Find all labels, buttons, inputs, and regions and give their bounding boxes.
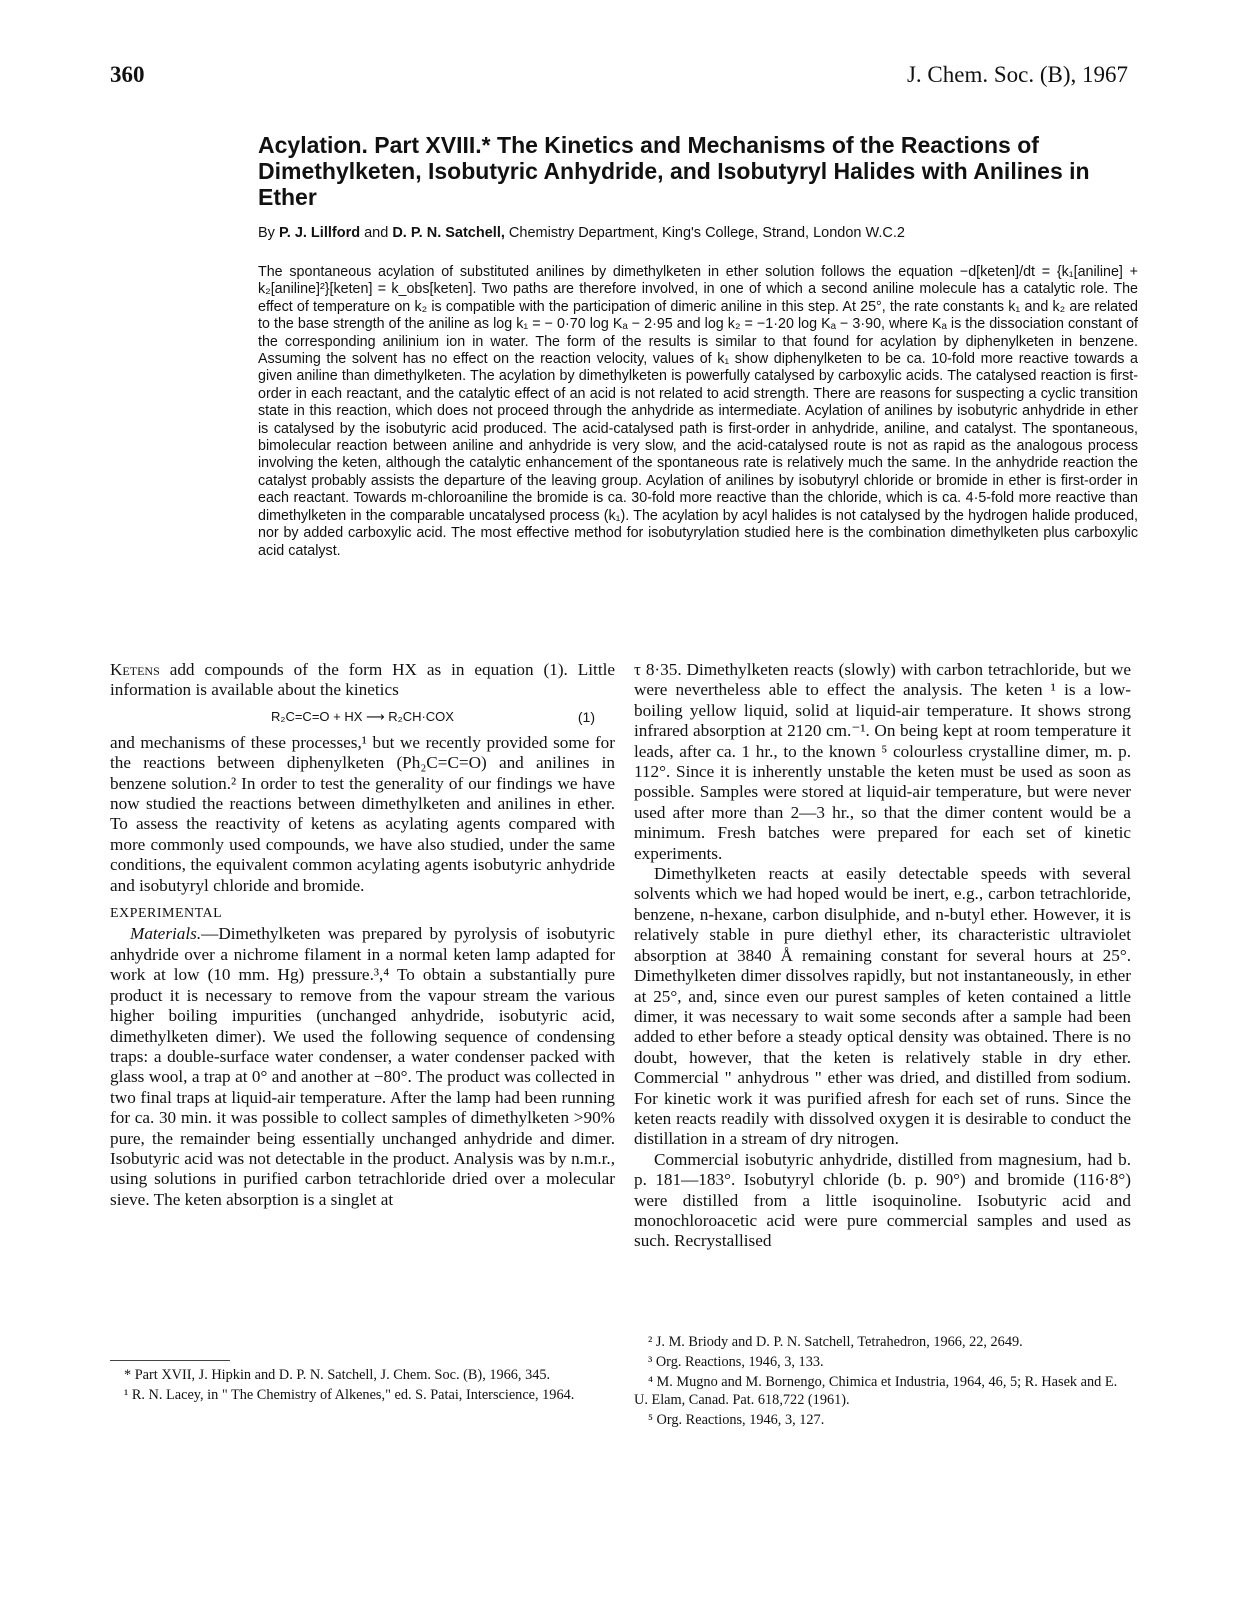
and-label: and [364, 225, 389, 241]
by-label: By [258, 225, 275, 241]
intro-paragraph-1 [110, 660, 615, 701]
footnote-3: ³ Org. Reactions, 1946, 3, 133. [648, 1354, 824, 1371]
intro-paragraph-2: and mechanisms of these processes,¹ but we recently provided some for the reactions between diphenylketen (Ph₂C=C=O) and anilines in benzene solution.² In order to test the generality of our findings we have now studied the reactions between dimethylketen and anilines in ether. To assess the reactivity of ketens as acylating agents compared with more commonly used compounds, we have also studied, under the same conditions, the equivalent common acylating agents isobutyric anhydride and isobutyryl chloride and bromide. [110, 732, 615, 895]
equation-1 [110, 703, 615, 731]
equation-text: R₂C=C=O + HX ⟶ R₂CH·COX [271, 708, 454, 724]
article-title: Acylation. Part XVIII.* The Kinetics and Mechanisms of the Reactions of Dimethylketen, Isobutyric Anhydride, and Isobutyryl Halides with Anilines in Ether [258, 132, 1090, 210]
footnote-rule [110, 1360, 230, 1361]
page-number: 360 [110, 62, 145, 87]
journal-citation: J. Chem. Soc. (B), 1967 [906, 62, 1128, 87]
intro-text-1: add compounds of the form HX as in equation (1). Little information is available about the kinetics [110, 660, 615, 700]
intro-smallcaps: Ketens [110, 660, 160, 679]
abstract: The spontaneous acylation of substituted anilines by dimethylketen in ether solution follows the equation −d[keten]/dt = {k₁[aniline] + k₂[aniline]²}[keten] = k_obs[keten]. Two paths are therefore involved, in one of which a second aniline molecule has a catalytic role. The effect of temperature on k₂ is compatible with the participation of dimeric aniline in this step. At 25°, the rate constants k₁ and k₂ are related to the base strength of the aniline as log k₁ = − 0·70 log Kₐ − 2·95 and log k₂ = −1·20 log Kₐ − 3·90, where Kₐ is the dissociation constant of the corresponding anilinium ion in water. The form of the results is similar to that found for acylation by diphenylketen in benzene. Assuming the solvent has no effect on the reaction velocity, values of k₁ show diphenylketen to be ca. 10-fold more reactive towards a given aniline than dimethylketen. The acylation by dimethylketen is powerfully catalysed by carboxylic acids. The catalysed reaction is first-order in each reactant, and the catalytic effect of an acid is not related to acid strength. There are reasons for suspecting a cyclic transition state in this reaction, which does not proceed through the anhydride as intermediate. Acylation of anilines by isobutyric anhydride in ether is catalysed by the isobutyric acid produced. The acid-catalysed path is first-order in anhydride, aniline, and catalyst. The spontaneous, bimolecular reaction between aniline and anhydride is very slow, and the acid-catalysed route is not as rapid as the analogous process involving the keten, although the catalytic enhancement of the spontaneous rate is relatively much the same. In the anhydride reaction the catalyst probably assists the departure of the leaving group. Acylation of anilines by isobutyryl chloride or bromide in ether is first-order in each reactant. Towards m-chloroaniline the bromide is ca. 30-fold more reactive than the chloride, which is ca. 4·5-fold more reactive than dimethylketen in the comparable uncatalysed process (k₁). The acylation by acyl halides is not catalysed by the hydrogen halide produced, nor by added carboxylic acid. The most effective method for isobutyrylation studied here is the combination dimethylketen plus carboxylic acid catalyst. [258, 264, 1138, 559]
author-satchell: D. P. N. Satchell, [392, 225, 505, 241]
right-column [634, 660, 1131, 1252]
author-line [258, 225, 1138, 241]
footnote-4: ⁴ M. Mugno and M. Bornengo, Chimica et Industria, 1964, 46, 5; R. Hasek and E. U. Elam, Canad. Pat. 618,722 (1961). [634, 1374, 1118, 1408]
affiliation: Chemistry Department, King's College, Strand, London W.C.2 [508, 225, 905, 241]
materials-text: —Dimethylketen was prepared by pyrolysis of isobutyric anhydride over a nichrome filament in a normal keten lamp adapted for work at low (10 mm. Hg) pressure.³,⁴ To obtain a substantially pure product it is necessary to remove from the vapour stream the various higher boiling impurities (unchanged anhydride, isobutyric acid, dimethylketen dimer). We used the following sequence of condensing traps: a double-surface water condenser, a water condenser packed with glass wool, a trap at 0° and another at −80°. The product was collected in two final traps at liquid-air temperature. After the lamp had been running for ca. 30 min. it was possible to collect samples of dimethylketen >90% pure, the remainder being essentially unchanged anhydride and dimer. Isobutyric acid was not detectable in the product. Analysis was by n.m.r., using solutions in purified carbon tetrachloride dried over a molecular sieve. The keten absorption is a singlet at [110, 924, 615, 1209]
footnote-1: ¹ R. N. Lacey, in " The Chemistry of Alkenes," ed. S. Patai, Interscience, 1964. [124, 1387, 575, 1404]
equation-number: (1) [577, 708, 595, 725]
right-paragraph-1: τ 8·35. Dimethylketen reacts (slowly) with carbon tetrachloride, but we were nevertheless able to effect the analysis. The keten ¹ is a low-boiling yellow liquid, solid at liquid-air temperature. It shows strong infrared absorption at 2120 cm.⁻¹. On being kept at room temperature it leads, after ca. 1 hr., to the known ⁵ colourless crystalline dimer, m. p. 112°. Since it is inherently unstable the keten must be used as soon as possible. Samples were stored at liquid-air temperature, but were never used after more than 2—3 hr., so that the dimer content would be a minimum. Fresh batches were prepared for each set of kinetic experiments. [634, 660, 1131, 863]
footnote-5: ⁵ Org. Reactions, 1946, 3, 127. [648, 1411, 825, 1428]
materials-label: Materials. [130, 924, 202, 944]
footnotes-right [634, 1334, 1131, 1432]
author-lillford: P. J. Lillford [278, 225, 361, 241]
right-paragraph-3: Commercial isobutyric anhydride, distilled from magnesium, had b. p. 181—183°. Isobutyryl chloride (b. p. 90°) and bromide (116·8°) were distilled from a little isoquinoline. Isobutyric acid and monochloroacetic acid were pure commercial samples and used as such. Recrystallised [634, 1149, 1131, 1251]
left-column [110, 660, 615, 1210]
footnote-star: * Part XVII, J. Hipkin and D. P. N. Satchell, J. Chem. Soc. (B), 1966, 345. [124, 1367, 551, 1383]
experimental-heading: EXPERIMENTAL [110, 906, 223, 922]
right-paragraph-2: Dimethylketen reacts at easily detectable speeds with several solvents which we had hoped would be inert, e.g., carbon tetrachloride, benzene, n-hexane, carbon disulphide, and n-butyl ether. However, it is relatively stable in pure diethyl ether, its characteristic ultraviolet absorption at 3840 Å remaining constant for several hours at 25°. Dimethylketen dimer dissolves rapidly, but not instantaneously, in ether at 25°, and, since even our purest samples of keten contained a little dimer, it was necessary to wait some seconds after a sample had been added to ether before a steady optical density was obtained. There is no doubt, however, that the keten is relatively stable in dry ether. Commercial " anhydrous " ether was dried, and distilled from sodium. For kinetic work it was purified afresh for each set of runs. Since the keten reacts readily with dissolved oxygen it is desirable to conduct the distillation in a stream of dry nitrogen. [634, 864, 1131, 1149]
footnotes-left [110, 1360, 615, 1407]
materials-paragraph [110, 924, 615, 1210]
footnote-2: ² J. M. Briody and D. P. N. Satchell, Tetrahedron, 1966, 22, 2649. [648, 1334, 1023, 1350]
